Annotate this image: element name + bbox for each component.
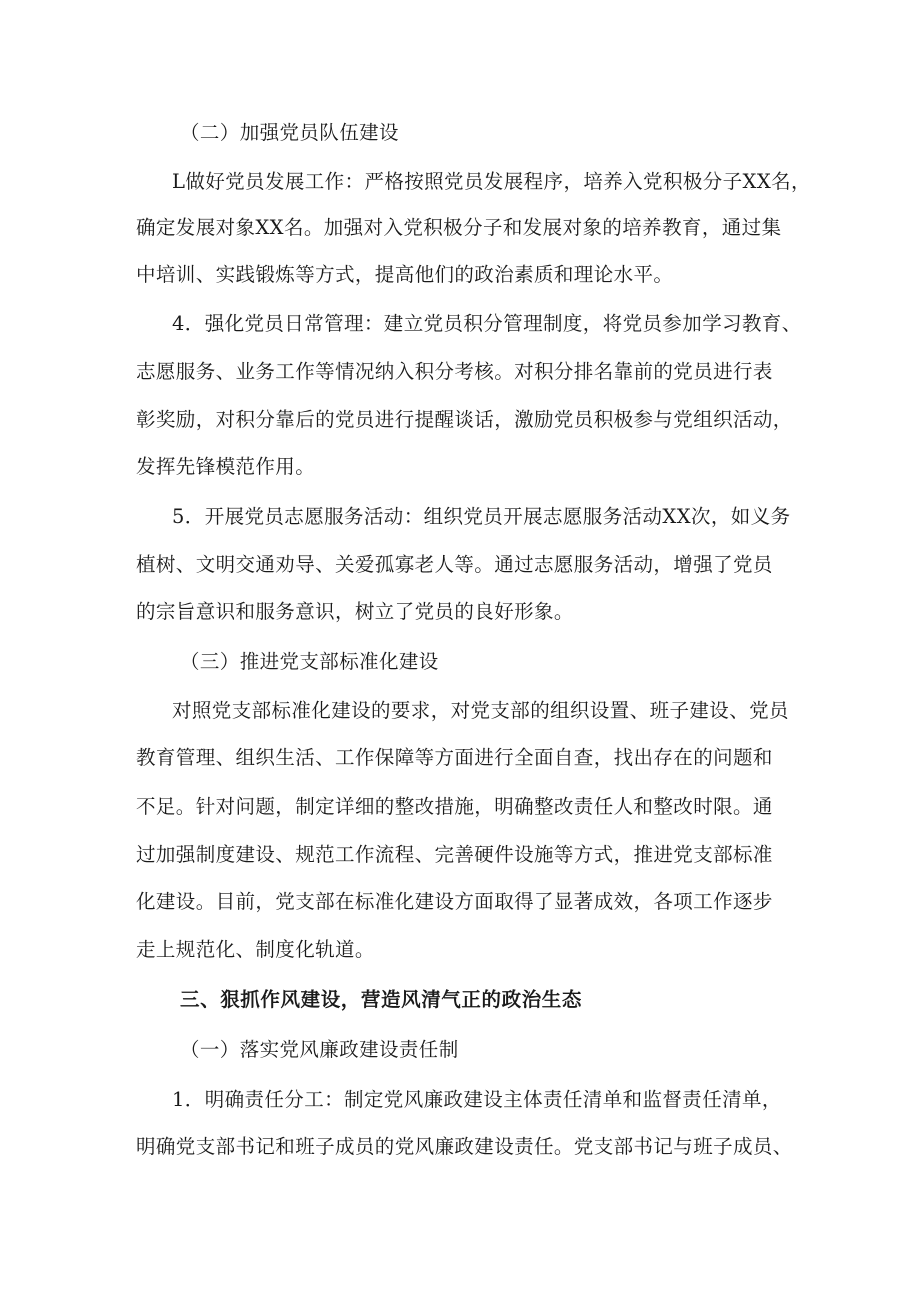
section-heading-responsibility: （一）落实党风廉政建设责任制 xyxy=(180,1038,459,1061)
section-heading-standardization: （三）推进党支部标准化建设 xyxy=(180,650,439,673)
paragraph-line: 彰奖励，对积分靠后的党员进行提醒谈话，激励党员积极参与党组织活动， xyxy=(136,408,793,431)
paragraph-line: L做好党员发展工作：严格按照党员发展程序，培养入党积极分子XX名， xyxy=(172,170,811,193)
paragraph-line: 化建设。目前，党支部在标准化建设方面取得了显著成效，各项工作逐步 xyxy=(136,890,773,913)
paragraph-line: 志愿服务、业务工作等情况纳入积分考核。对积分排名靠前的党员进行表 xyxy=(136,360,773,383)
paragraph-line: 4．强化党员日常管理：建立党员积分管理制度，将党员参加学习教育、 xyxy=(172,312,802,335)
paragraph-line: 对照党支部标准化建设的要求，对党支部的组织设置、班子建设、党员 xyxy=(172,699,789,722)
paragraph-line: 植树、文明交通劝导、关爱孤寡老人等。通过志愿服务活动，增强了党员 xyxy=(136,553,773,576)
paragraph-line: 明确党支部书记和班子成员的党风廉政建设责任。党支部书记与班子成员、 xyxy=(136,1135,793,1158)
paragraph-line: 走上规范化、制度化轨道。 xyxy=(136,938,375,961)
paragraph-line: 发挥先锋模范作用。 xyxy=(136,455,316,478)
paragraph-line: 不足。针对问题，制定详细的整改措施，明确整改责任人和整改时限。通 xyxy=(136,795,773,818)
paragraph-line: 5．开展党员志愿服务活动：组织党员开展志愿服务活动XX次，如义务 xyxy=(172,505,791,528)
paragraph-line: 的宗旨意识和服务意识，树立了党员的良好形象。 xyxy=(136,600,574,623)
paragraph-line: 确定发展对象XX名。加强对入党积极分子和发展对象的培养教育，通过集 xyxy=(136,216,782,239)
section-heading-team-building: （二）加强党员队伍建设 xyxy=(180,121,399,144)
paragraph-line: 过加强制度建设、规范工作流程、完善硬件设施等方式，推进党支部标准 xyxy=(136,843,773,866)
paragraph-line: 1．明确责任分工：制定党风廉政建设主体责任清单和监督责任清单， xyxy=(172,1088,782,1111)
paragraph-line: 教育管理、组织生活、工作保障等方面进行全面自查，找出存在的问题和 xyxy=(136,746,773,769)
paragraph-line: 中培训、实践锻炼等方式，提高他们的政治素质和理论水平。 xyxy=(136,263,674,286)
chapter-heading-work-style: 三、狠抓作风建设，营造风清气正的政治生态 xyxy=(180,988,583,1011)
